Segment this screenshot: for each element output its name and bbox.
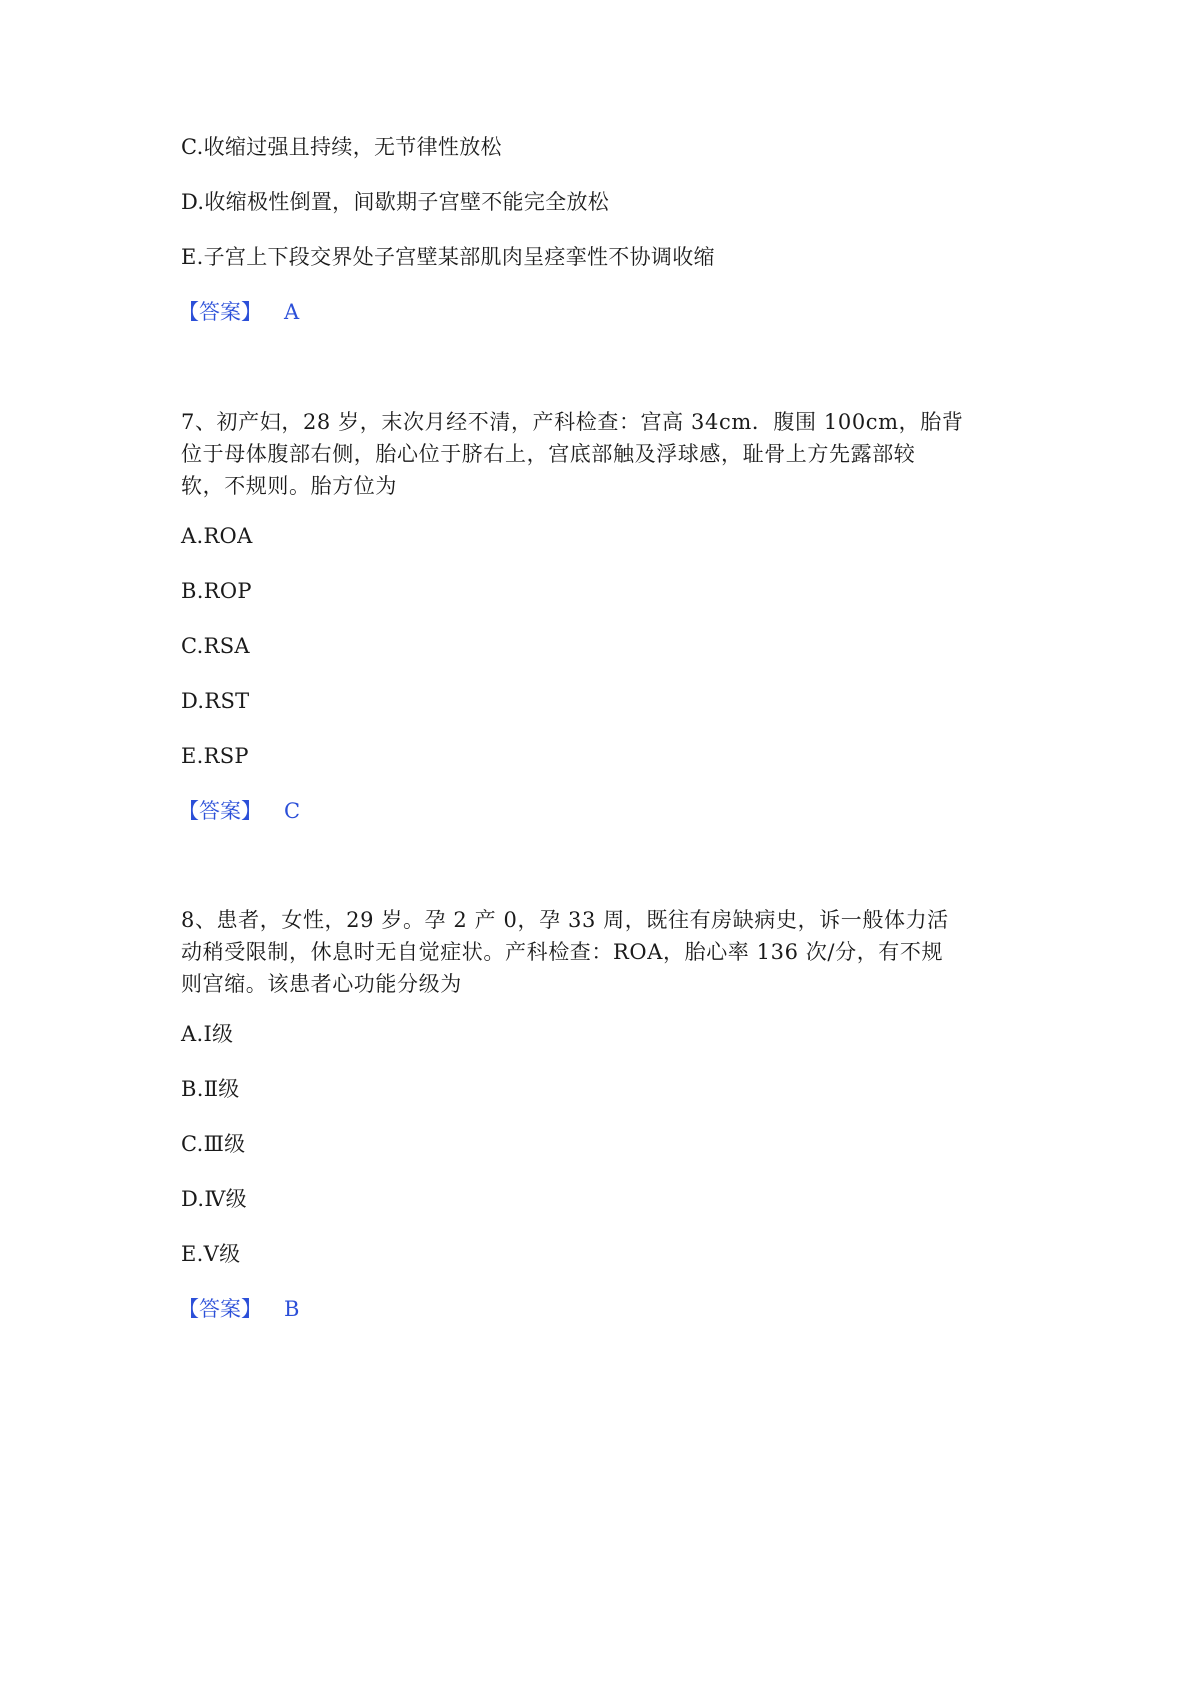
q8-stem-line-2: 动稍受限制，休息时无自觉症状。产科检查：ROA，胎心率 136 次/分，有不规 [181,940,944,964]
q6-option-c: C.收缩过强且持续，无节律性放松 [181,135,502,159]
q8-option-c: C.Ⅲ级 [181,1132,246,1156]
q6-option-d: D.收缩极性倒置，间歇期子宫壁不能完全放松 [181,190,610,214]
q7-stem-line-2: 位于母体腹部右侧，胎心位于脐右上，宫底部触及浮球感，耻骨上方先露部较 [181,442,916,466]
q8-answer [178,1293,299,1325]
q8-option-e: E.Ⅴ级 [181,1242,241,1266]
q6-answer [178,296,299,328]
q7-stem [181,406,1001,502]
q7-stem-line-1: 7、初产妇，28 岁，末次月经不清，产科检查：宫高 34cm．腹围 100cm，胎背 [181,410,964,434]
q8-stem-line-1: 8、患者，女性，29 岁。孕 2 产 0，孕 33 周，既往有房缺病史，诉一般体力活 [181,908,949,932]
q8-stem-line-3: 则宫缩。该患者心功能分级为 [181,972,462,996]
q8-stem [181,904,1001,1000]
q7-answer-value: C [284,799,301,823]
q8-option-d: D.Ⅳ级 [181,1187,247,1211]
q8-option-b: B.Ⅱ级 [181,1077,240,1101]
q7-answer-label: 【答案】 [178,799,262,823]
q7-option-c: C.RSA [181,634,250,658]
q7-stem-line-3: 软，不规则。胎方位为 [181,474,397,498]
q8-option-a: A.Ⅰ级 [181,1022,234,1046]
q6-answer-value: A [284,300,300,324]
q7-option-b: B.ROP [181,579,252,603]
q7-option-e: E.RSP [181,744,249,768]
q6-option-e: E.子宫上下段交界处子宫壁某部肌肉呈痉挛性不协调收缩 [181,245,715,269]
q8-answer-value: B [284,1297,300,1321]
q7-answer [178,795,300,827]
q8-answer-label: 【答案】 [178,1297,262,1321]
q7-option-a: A.ROA [181,524,253,548]
q6-answer-label: 【答案】 [178,300,262,324]
q7-option-d: D.RST [181,689,250,713]
